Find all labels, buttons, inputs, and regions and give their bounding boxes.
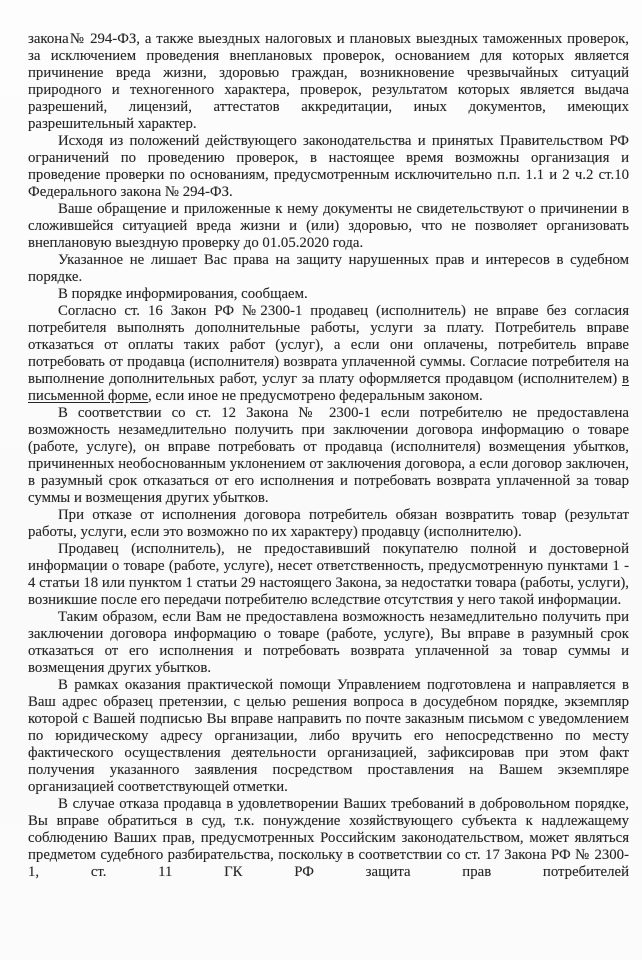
paragraph-9: Продавец (исполнитель), не предоставивший покупателю полной и достоверной информации о товаре (работе, услуге), несет ответственность, предусмотренную пунктами 1 - 4 статьи 18 или пунктом 1 статьи 29 настоящего Закона, за недостатки товара (работы, услуги), возникшие после его передачи потребителю вследствие отсутствия у него такой информации. [28,541,629,608]
paragraph-2: Исходя из положений действующего законодательства и принятых Правительством РФ ограничений по проведению проверок, в настоящее время возможны организация и проведение проверки по основаниям, предусмотренным исключительно п.п. 1.1 и 2 ч.2 ст.10 Федерального закона № 294-ФЗ. [28,133,629,200]
paragraph-7: В соответствии со ст. 12 Закона № 2300-1 если потребителю не предоставлена возможность незамедлительно получить при заключении договора информацию о товаре (работе, услуге), он вправе потребовать от продавца (исполнителя) возмещения убытков, причиненных необоснованным уклонением от заключения договора, а если договор заключен, в разумный срок отказаться от его исполнения и потребовать возврата уплаченной за товар суммы и возмещения других убытков. [28,405,629,506]
paragraph-6-text-before: Согласно ст. 16 Закон РФ №2300-1 продавец (исполнитель) не вправе без согласия потребителя выполнять дополнительные работы, услуги за плату. Потребитель вправе отказаться от оплаты таких работ (услуг), а если они оплачены, потребитель вправе потребовать от продавца (исполнителя) возврата уплаченной суммы. Согласие потребителя на выполнение дополнительных работ, услуг за плату оформляется продавцом (исполнителем) [28,303,629,387]
paragraph-3: Ваше обращение и приложенные к нему документы не свидетельствуют о причинении в сложившейся ситуацией вреда жизни и (или) здоровью, что не позволяет организовать внеплановую выездную проверку до 01.05.2020 года. [28,201,629,251]
paragraph-6 [28,303,629,405]
paragraph-5: В порядке информирования, сообщаем. [58,286,308,302]
paragraph-4: Указанное не лишает Вас права на защиту нарушенных прав и интересов в судебном порядке. [28,252,629,285]
paragraph-10: Таким образом, если Вам не предоставлена возможность незамедлительно получить при заключении договора информацию о товаре (работе, услуге), Вы вправе в разумный срок отказаться от его исполнения и потребовать возврата уплаченной за товар суммы и возмещения других убытков. [28,609,629,676]
paragraph-6-underlined-phrase: в письменной форме [28,371,629,404]
paragraph-12: В случае отказа продавца в удовлетворении Ваших требований в добровольном порядке, Вы вправе обратиться в суд, т.к. понуждение хозяйствующего субъекта к надлежащему соблюдению Ваших прав, предусмотренных Российским законодательством, может являться предметом судебного разбирательства, поскольку в соответствии со ст. 17 Закона РФ № 2300-1, ст. 11 ГК РФ защита прав потребителей [28,796,629,880]
paragraph-11: В рамках оказания практической помощи Управлением подготовлена и направляется в Ваш адрес образец претензии, с целью решения вопроса в досудебном порядке, экземпляр которой с Вашей подписью Вы вправе направить по почте заказным письмом с уведомлением по юридическому адресу организации, либо вручить его непосредственно по месту фактического осуществления деятельности организацией, зафиксировав при этом факт получения указанного заявления посредством проставления на Вашем экземпляре организацией соответствующей отметки. [28,677,629,795]
paragraph-8: При отказе от исполнения договора потребитель обязан возвратить товар (результат работы, услуги, если это возможно по их характеру) продавцу (исполнителю). [28,507,629,540]
paragraph-1: закона№ 294-ФЗ, а также выездных налоговых и плановых выездных таможенных проверок, за исключением проведения внеплановых проверок, основанием для которых является причинение вреда жизни, здоровью граждан, возникновение чрезвычайных ситуаций природного и техногенного характера, проверок, результатом которых является выдача разрешений, лицензий, аттестатов аккредитации, иных документов, имеющих разрешительный характер. [28,31,629,132]
paragraph-6-text-after: , если иное не предусмотрено федеральным законом. [148,388,483,404]
